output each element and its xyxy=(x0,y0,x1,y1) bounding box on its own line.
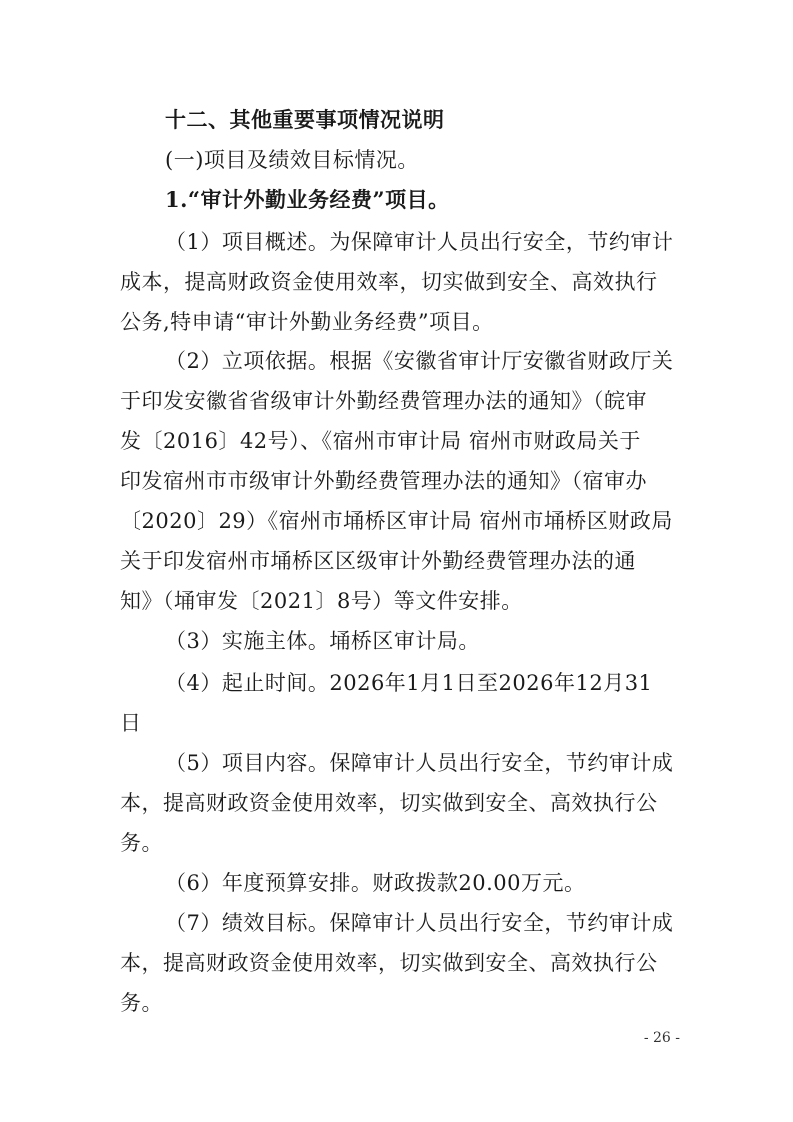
paragraph-line: 〔2020〕29）《宿州市埇桥区审计局 宿州市埇桥区财政局 xyxy=(120,509,673,533)
paragraph-line: 本，提高财政资金使用效率，切实做到安全、高效执行公 xyxy=(120,951,658,975)
paragraph-line: （5）项目内容。保障审计人员出行安全，节约审计成 xyxy=(165,751,674,775)
subsection-heading: (一)项目及绩效目标情况。 xyxy=(165,148,419,172)
paragraph-line: 日 xyxy=(120,711,142,735)
paragraph-line: （1）项目概述。为保障审计人员出行安全，节约审计 xyxy=(165,230,674,254)
paragraph-line: 知》（埇审发〔2021〕8号）等文件安排。 xyxy=(120,589,523,613)
paragraph-line: 务。 xyxy=(120,991,163,1015)
paragraph-line: （3）实施主体。埇桥区审计局。 xyxy=(165,629,480,653)
paragraph-line: 成本，提高财政资金使用效率，切实做到安全、高效执行 xyxy=(120,270,658,294)
section-heading: 十二、其他重要事项情况说明 xyxy=(165,107,445,132)
paragraph-line: （7）绩效目标。保障审计人员出行安全，节约审计成 xyxy=(165,911,674,935)
paragraph-line: 务。 xyxy=(120,831,163,855)
paragraph-line: 发〔2016〕42号）、《宿州市审计局 宿州市财政局关于 xyxy=(120,429,641,453)
paragraph-line: 公务,特申请“审计外勤业务经费”项目。 xyxy=(120,310,494,334)
paragraph-line: 于印发安徽省省级审计外勤经费管理办法的通知》（皖审 xyxy=(120,389,647,413)
paragraph-line: （2）立项依据。根据《安徽省审计厅安徽省财政厅关 xyxy=(165,349,674,373)
project-heading: 1.“审计外勤业务经费”项目。 xyxy=(165,187,450,212)
paragraph-line: （4）起止时间。2026年1月1日至2026年12月31 xyxy=(165,671,653,695)
page-number: - 26 - xyxy=(643,1030,680,1046)
paragraph-line: 印发宿州市市级审计外勤经费管理办法的通知》（宿审办 xyxy=(120,469,647,493)
paragraph-line: 本，提高财政资金使用效率，切实做到安全、高效执行公 xyxy=(120,791,658,815)
paragraph-line: （6）年度预算安排。财政拨款20.00万元。 xyxy=(165,871,586,895)
paragraph-line: 关于印发宿州市埇桥区区级审计外勤经费管理办法的通 xyxy=(120,549,636,573)
